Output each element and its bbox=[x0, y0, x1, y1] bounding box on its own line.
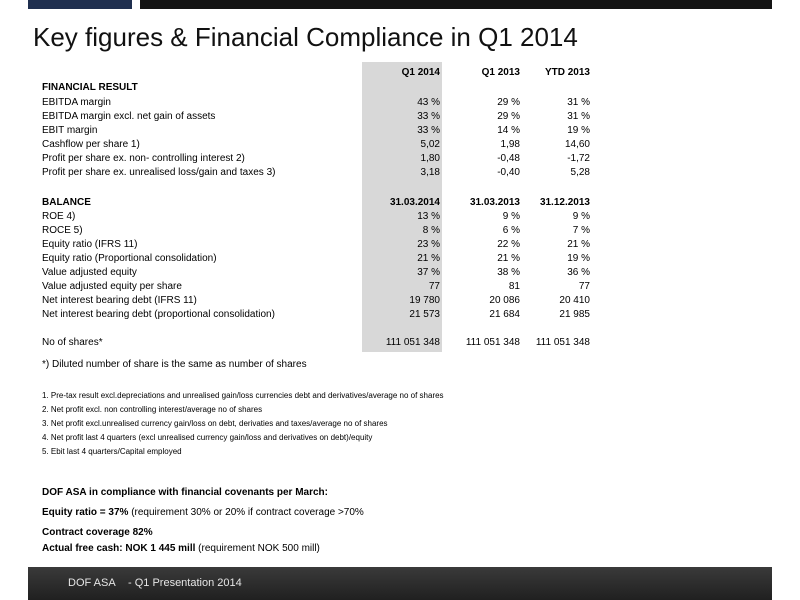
free-cash-value: Actual free cash: NOK 1 445 mill bbox=[42, 543, 196, 554]
cell-value: -1,72 bbox=[567, 153, 590, 164]
cell-value: 43 % bbox=[417, 97, 440, 108]
row-label: ROE 4) bbox=[42, 211, 76, 222]
cell-value: 14 % bbox=[497, 125, 520, 136]
cell-value: 31 % bbox=[567, 97, 590, 108]
cell-value: 31 % bbox=[567, 111, 590, 122]
footnote: 3. Net profit excl.unrealised currency gain/loss on debt, derivaties and taxes/average no of shares bbox=[42, 419, 388, 428]
section-label: BALANCE bbox=[42, 197, 91, 208]
cell-value: -0,40 bbox=[497, 167, 520, 178]
cell-value: 5,28 bbox=[570, 167, 590, 178]
row-label: Equity ratio (Proportional consolidation) bbox=[42, 253, 217, 264]
cell-value: 7 % bbox=[572, 225, 590, 236]
row-label: Profit per share ex. unrealised loss/gain and taxes 3) bbox=[42, 167, 276, 178]
cell-value: 8 % bbox=[422, 225, 440, 236]
cell-value: 21 684 bbox=[489, 309, 520, 320]
header-q1-2013: Q1 2013 bbox=[481, 67, 520, 78]
cell-value: 77 bbox=[428, 281, 440, 292]
cell-value: 81 bbox=[508, 281, 520, 292]
header-31-03-2013: 31.03.2013 bbox=[469, 197, 520, 208]
row-label: Equity ratio (IFRS 11) bbox=[42, 239, 138, 250]
cell-value: 5,02 bbox=[420, 139, 440, 150]
equity-ratio-line bbox=[42, 507, 364, 518]
cell-value: 20 410 bbox=[559, 295, 590, 306]
cell-value: 111 051 348 bbox=[535, 337, 590, 348]
top-bar bbox=[140, 0, 772, 9]
row-label: EBITDA margin bbox=[42, 97, 111, 108]
page-title: Key figures & Financial Compliance in Q1 2014 bbox=[33, 22, 578, 52]
header-31-12-2013: 31.12.2013 bbox=[539, 197, 590, 208]
cell-value: 21 % bbox=[417, 253, 440, 264]
header-ytd-2013: YTD 2013 bbox=[544, 67, 590, 78]
equity-ratio-value: Equity ratio = 37% bbox=[42, 507, 129, 518]
cell-value: 77 bbox=[578, 281, 590, 292]
row-label: Cashflow per share 1) bbox=[42, 139, 140, 150]
cell-value: 111 051 348 bbox=[385, 337, 440, 348]
cell-value: 22 % bbox=[497, 239, 520, 250]
header-31-03-2014: 31.03.2014 bbox=[389, 197, 440, 208]
top-bar-accent bbox=[28, 0, 132, 9]
footnote: 1. Pre-tax result excl.depreciations and unrealised gain/loss currencies debt and derivatives/average no of shares bbox=[42, 391, 444, 400]
row-label: Value adjusted equity bbox=[42, 267, 137, 278]
footnote: 2. Net profit excl. non controlling interest/average no of shares bbox=[42, 405, 263, 414]
cell-value: 21 573 bbox=[409, 309, 440, 320]
cell-value: 21 % bbox=[567, 239, 590, 250]
footer-presentation: - Q1 Presentation 2014 bbox=[128, 577, 242, 589]
footnote: 5. Ebit last 4 quarters/Capital employed bbox=[42, 447, 182, 456]
cell-value: 9 % bbox=[502, 211, 520, 222]
section-label: FINANCIAL RESULT bbox=[42, 82, 138, 93]
row-label: Net interest bearing debt (IFRS 11) bbox=[42, 295, 197, 306]
row-label: Value adjusted equity per share bbox=[42, 281, 182, 292]
cell-value: 3,18 bbox=[420, 167, 440, 178]
cell-value: 19 % bbox=[567, 253, 590, 264]
cell-value: 13 % bbox=[417, 211, 440, 222]
cell-value: 19 % bbox=[567, 125, 590, 136]
cell-value: 21 985 bbox=[559, 309, 590, 320]
cell-value: 19 780 bbox=[409, 295, 440, 306]
free-cash-requirement: (requirement NOK 500 mill) bbox=[195, 543, 320, 554]
free-cash-line bbox=[42, 543, 320, 554]
cell-value: 9 % bbox=[572, 211, 590, 222]
cell-value: 14,60 bbox=[564, 139, 590, 150]
cell-value: 29 % bbox=[497, 111, 520, 122]
cell-value: 6 % bbox=[502, 225, 520, 236]
cell-value: 1,98 bbox=[500, 139, 520, 150]
cell-value: 36 % bbox=[567, 267, 590, 278]
row-label: Net interest bearing debt (proportional consolidation) bbox=[42, 309, 275, 320]
footnote: 4. Net profit last 4 quarters (excl unrealised currency gain/loss and derivatives on debt)/equity bbox=[42, 433, 373, 442]
contract-coverage-line: Contract coverage 82% bbox=[42, 527, 153, 538]
compliance-heading: DOF ASA in compliance with financial covenants per March: bbox=[42, 487, 328, 498]
row-label: No of shares* bbox=[42, 337, 103, 348]
cell-value: 37 % bbox=[417, 267, 440, 278]
diluted-shares-note: *) Diluted number of share is the same as number of shares bbox=[42, 359, 307, 370]
row-label: EBIT margin bbox=[42, 125, 98, 136]
footer-bar bbox=[28, 567, 772, 600]
cell-value: 29 % bbox=[497, 97, 520, 108]
cell-value: 20 086 bbox=[489, 295, 520, 306]
cell-value: 21 % bbox=[497, 253, 520, 264]
footer-company: DOF ASA bbox=[68, 577, 116, 589]
cell-value: -0,48 bbox=[497, 153, 520, 164]
header-q1-2014: Q1 2014 bbox=[401, 67, 440, 78]
cell-value: 1,80 bbox=[420, 153, 440, 164]
cell-value: 33 % bbox=[417, 125, 440, 136]
cell-value: 33 % bbox=[417, 111, 440, 122]
equity-ratio-requirement: (requirement 30% or 20% if contract coverage >70% bbox=[128, 507, 364, 518]
cell-value: 23 % bbox=[417, 239, 440, 250]
cell-value: 111 051 348 bbox=[465, 337, 520, 348]
row-label: ROCE 5) bbox=[42, 225, 83, 236]
row-label: Profit per share ex. non- controlling interest 2) bbox=[42, 153, 245, 164]
footnotes bbox=[42, 389, 444, 459]
cell-value: 38 % bbox=[497, 267, 520, 278]
row-label: EBITDA margin excl. net gain of assets bbox=[42, 111, 216, 122]
